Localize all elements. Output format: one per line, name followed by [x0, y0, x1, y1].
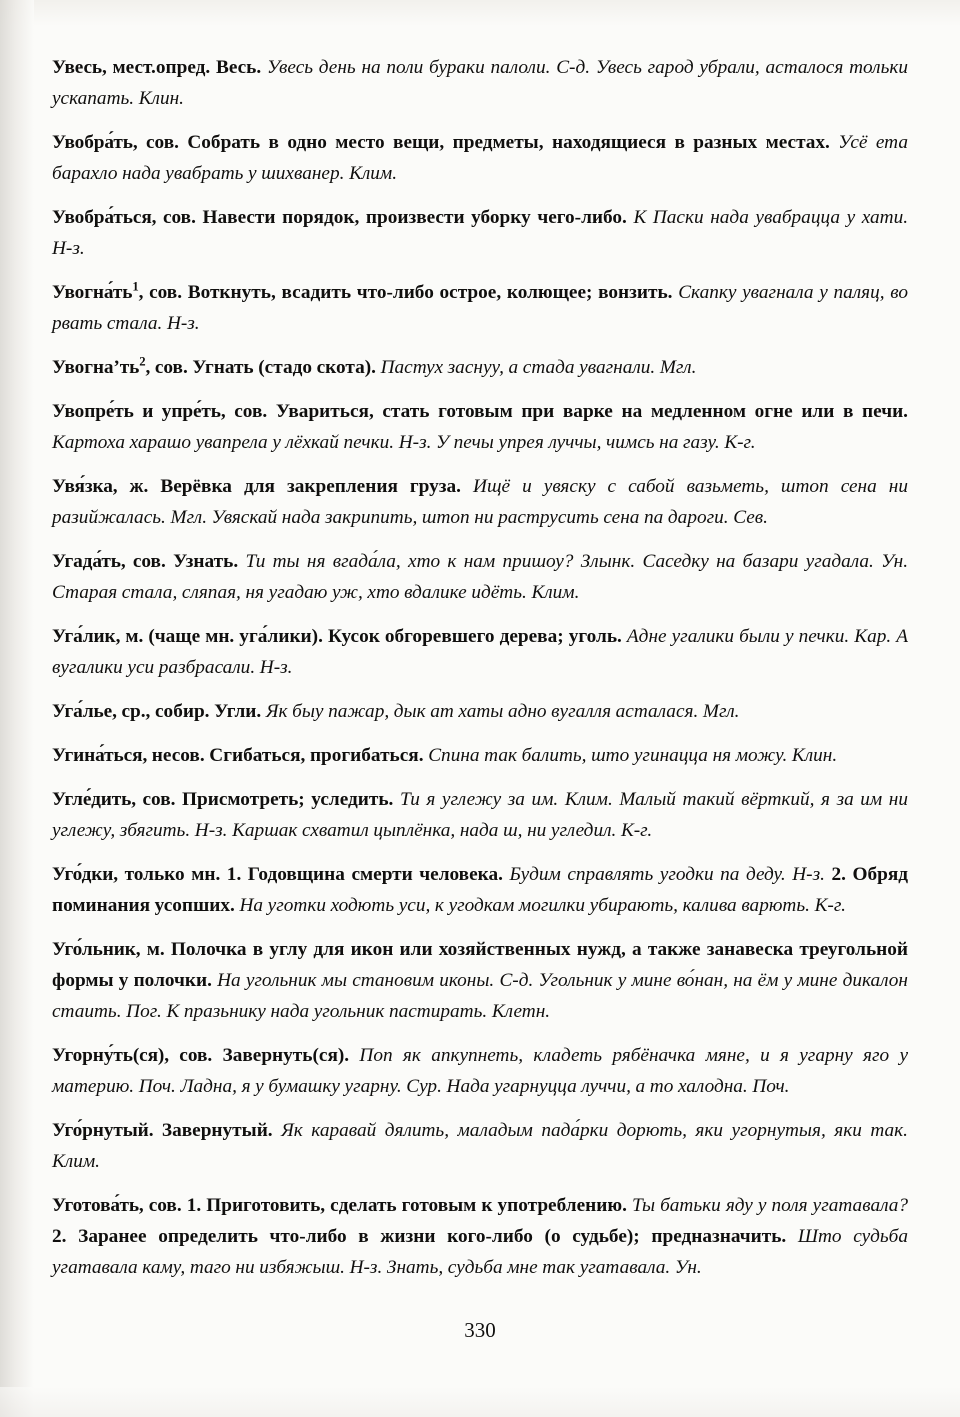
dictionary-entry: Уго́льник, м. Полочка в углу для икон или хозяйственных нужд, а также занавеска треугольной формы у полочки. На угольник мы становим иконы. С-д. Угольник у мине во́нан, на ём у мине дикалон стаить. Пог. К празьнику нада угольник пастирать. Клетн.: [52, 939, 908, 1022]
dictionary-entry-column: [52, 52, 908, 1283]
dictionary-entry: Угорну́ть(ся), сов. Завернуть(ся). Поп як апкупнеть, кладеть рябёначка мяне, и я угарну яго у материю. Поч. Ладна, я у бумашку угарну. Сур. Нада угарнуцца луччи, а то халодна. Поч.: [52, 1045, 909, 1097]
scan-shadow-top: [0, 0, 960, 26]
dictionary-entry: $Увогна’ть^2$, сов. Угнать (стадо скота). Пастух заснуу, а стада увагнали. Мгл.: [52, 354, 697, 378]
dictionary-entry: Увесь, мест.опред. Весь. Увесь день на поли бураки палоли. С-д. Увесь гарод убрали, асталося тольки ускапать. Клин.: [52, 57, 908, 109]
dictionary-entry: Увопре́ть и упре́ть, сов. Увариться, стать готовым при варке на медленном огне или в печи. Картоха харашо увапрела у лёхкай печки. Н-з. У печы упрея луччы, чимсь на газу. К-г.: [52, 401, 909, 453]
dictionary-entry: Уго́дки, только мн. 1. Годовщина смерти человека. Будим справлять угодки па деду. Н-з. 2. Обряд поминания усопших. На уготки ходють уси, к угодкам могилки убирають, калива варють. К-г.: [52, 864, 909, 916]
dictionary-entry: Уго́рнутый. Завернутый. Як каравай дялить, маладым пада́рки дорють, яки угорнутыя, яки так. Клим.: [52, 1120, 908, 1172]
scan-gutter-shadow: [0, 0, 34, 1417]
dictionary-entry: Угле́дить, сов. Присмотреть; уследить. Ти я углежу за им. Клим. Малый такий вёрткий, я за им ни углежу, збягить. Н-з. Каршак схватил цыплёнка, нада ш, ни угледил. К-г.: [52, 789, 908, 841]
dictionary-entry: Уга́лье, ср., собир. Угли. Як быу пажар, дык ат хаты адно вугалля асталася. Мгл.: [52, 701, 740, 722]
dictionary-entry: Увя́зка, ж. Верёвка для закрепления груза. Ищё и увяску с сабой вазьметь, штоп сена ни разийжалась. Мгл. Увяскай нада закрипить, штоп ни раструсить сена па дароги. Сев.: [52, 476, 908, 528]
page-number: 330: [464, 1318, 496, 1342]
dictionary-entry: Увобра́ть, сов. Собрать в одно место вещи, предметы, находящиеся в разных местах. Усё ета барахло нада увабрать у шихванер. Клим.: [52, 132, 908, 184]
dictionary-entry: Увобра́ться, сов. Навести порядок, произвести уборку чего-либо. К Паски нада увабрацца у хати. Н-з.: [52, 207, 909, 259]
scan-shadow-bottom: [0, 1387, 960, 1417]
dictionary-entry: Угина́ться, несов. Сгибаться, прогибаться. Спина так балить, што угинацца ня можу. Клин.: [52, 745, 838, 766]
dictionary-entry: Уга́лик, м. (чаще мн. уга́лики). Кусок обгоревшего дерева; уголь. Адне угалики были у печки. Кар. А вугалики уси разбрасали. Н-з.: [52, 626, 909, 678]
dictionary-entry: Уготова́ть, сов. 1. Приготовить, сделать готовым к употреблению. Ты батьки яду у поля угатавала? 2. Заранее определить что-либо в жизни кого-либо (о судьбе); предназначить. Што судьба угатавала каму, таго ни избяжыш. Н-з. Знать, судьба мне так угатавала. Ун.: [52, 1195, 909, 1278]
dictionary-entry: $Увогна́ть^1$, сов. Воткнуть, всадить что-либо острое, колющее; вонзить. Скапку увагнала у паляц, во рвать стала. Н-з.: [52, 279, 909, 334]
dictionary-entry: Угада́ть, сов. Узнать. Ти ты ня вгада́ла, хто к нам пришоу? Злынк. Саседку на базари угадала. Ун. Старая стала, сляпая, ня угадаю уж, хто вдалике идёть. Клим.: [52, 551, 909, 603]
